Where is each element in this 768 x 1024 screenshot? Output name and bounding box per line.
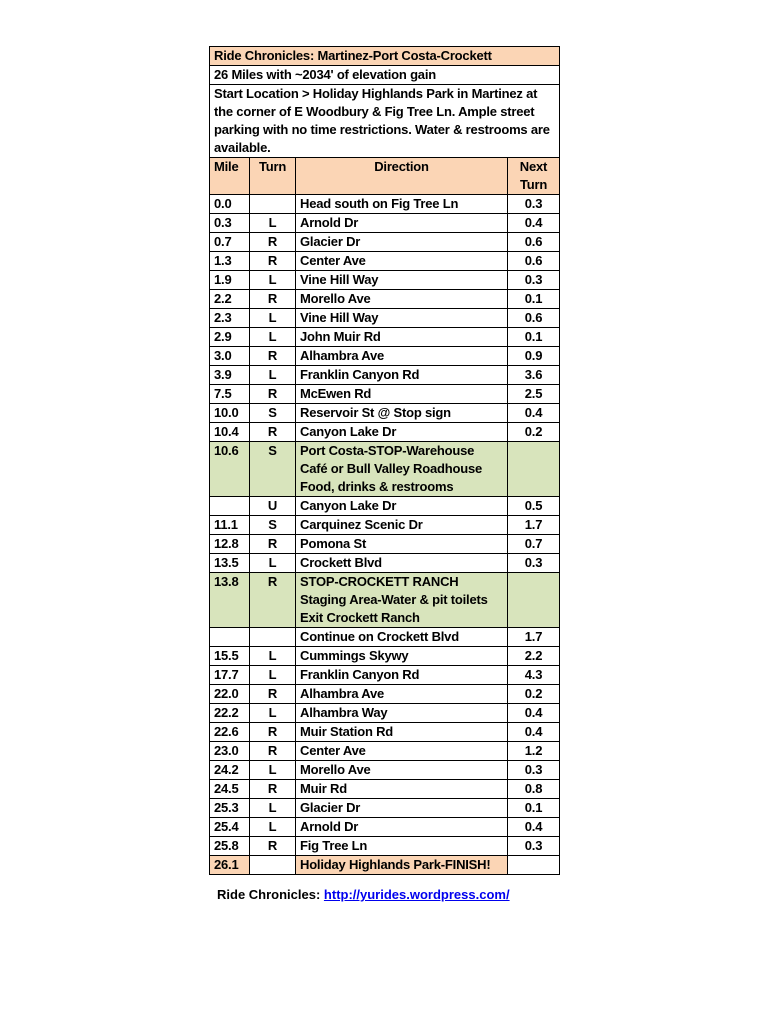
cue-direction-line: Food, drinks & restrooms bbox=[300, 479, 454, 494]
header-mile: Mile bbox=[210, 158, 250, 195]
cue-direction bbox=[296, 271, 508, 290]
footer-link[interactable]: http://yurides.wordpress.com/ bbox=[323, 887, 510, 902]
cue-turn: L bbox=[250, 366, 296, 385]
header-next-turn: Next Turn bbox=[508, 158, 560, 195]
cue-direction bbox=[296, 535, 508, 554]
column-header-row bbox=[210, 158, 560, 195]
cue-next-turn: 0.5 bbox=[508, 497, 560, 516]
cue-direction-line: Arnold Dr bbox=[300, 215, 359, 230]
cue-row bbox=[210, 704, 560, 723]
cue-direction-line: Arnold Dr bbox=[300, 819, 359, 834]
header-direction: Direction bbox=[296, 158, 508, 195]
cue-next-turn: 0.7 bbox=[508, 535, 560, 554]
cue-row bbox=[210, 290, 560, 309]
cue-direction bbox=[296, 818, 508, 837]
cue-direction bbox=[296, 685, 508, 704]
cue-mile: 0.7 bbox=[210, 233, 250, 252]
cue-direction-line: Continue on Crockett Blvd bbox=[300, 629, 459, 644]
cue-direction bbox=[296, 214, 508, 233]
cue-next-turn: 0.1 bbox=[508, 328, 560, 347]
cue-row bbox=[210, 385, 560, 404]
cue-turn: L bbox=[250, 761, 296, 780]
footer bbox=[217, 887, 510, 902]
cue-direction bbox=[296, 404, 508, 423]
cue-row bbox=[210, 309, 560, 328]
cue-direction-line: Glacier Dr bbox=[300, 234, 361, 249]
cue-direction bbox=[296, 195, 508, 214]
cue-row bbox=[210, 647, 560, 666]
cue-direction bbox=[296, 723, 508, 742]
cue-mile: 22.2 bbox=[210, 704, 250, 723]
header-turn: Turn bbox=[250, 158, 296, 195]
cue-row bbox=[210, 328, 560, 347]
cue-direction bbox=[296, 290, 508, 309]
cue-turn: R bbox=[250, 252, 296, 271]
cue-next-turn: 3.6 bbox=[508, 366, 560, 385]
footer-label: Ride Chronicles: bbox=[217, 887, 321, 902]
cue-next-turn: 0.4 bbox=[508, 818, 560, 837]
cue-mile: 0.0 bbox=[210, 195, 250, 214]
cue-mile: 25.8 bbox=[210, 837, 250, 856]
cue-row bbox=[210, 366, 560, 385]
cue-direction-line: Fig Tree Ln bbox=[300, 838, 368, 853]
cue-next-turn bbox=[508, 856, 560, 875]
cue-direction bbox=[296, 233, 508, 252]
cue-row bbox=[210, 723, 560, 742]
cue-mile: 3.0 bbox=[210, 347, 250, 366]
cue-direction bbox=[296, 799, 508, 818]
cue-direction-line: Muir Rd bbox=[300, 781, 347, 796]
cue-turn bbox=[250, 195, 296, 214]
cue-direction bbox=[296, 385, 508, 404]
cue-direction bbox=[296, 742, 508, 761]
cue-direction bbox=[296, 516, 508, 535]
cue-mile: 1.3 bbox=[210, 252, 250, 271]
cue-next-turn: 0.3 bbox=[508, 837, 560, 856]
cue-direction bbox=[296, 366, 508, 385]
cue-direction-line: John Muir Rd bbox=[300, 329, 381, 344]
cue-mile: 17.7 bbox=[210, 666, 250, 685]
cue-mile: 26.1 bbox=[210, 856, 250, 875]
cue-direction-line: Center Ave bbox=[300, 743, 366, 758]
cue-mile: 7.5 bbox=[210, 385, 250, 404]
cue-next-turn: 0.4 bbox=[508, 704, 560, 723]
cue-direction bbox=[296, 347, 508, 366]
cue-direction bbox=[296, 573, 508, 628]
cue-mile: 10.6 bbox=[210, 442, 250, 497]
cue-mile: 15.5 bbox=[210, 647, 250, 666]
cue-next-turn: 1.2 bbox=[508, 742, 560, 761]
cue-direction-line: Center Ave bbox=[300, 253, 366, 268]
cue-direction-line: Morello Ave bbox=[300, 762, 371, 777]
cue-direction bbox=[296, 856, 508, 875]
sheet-subtitle: 26 Miles with ~2034' of elevation gain bbox=[210, 66, 560, 85]
cue-direction-line: Alhambra Ave bbox=[300, 686, 385, 701]
cue-row bbox=[210, 742, 560, 761]
cue-row bbox=[210, 497, 560, 516]
cue-next-turn: 0.3 bbox=[508, 554, 560, 573]
cue-mile bbox=[210, 497, 250, 516]
cue-mile: 12.8 bbox=[210, 535, 250, 554]
cue-turn: L bbox=[250, 704, 296, 723]
cue-row bbox=[210, 271, 560, 290]
cue-turn: L bbox=[250, 818, 296, 837]
cue-turn: R bbox=[250, 742, 296, 761]
cue-mile: 22.0 bbox=[210, 685, 250, 704]
cue-next-turn: 0.6 bbox=[508, 233, 560, 252]
cue-next-turn: 0.4 bbox=[508, 723, 560, 742]
cue-row bbox=[210, 685, 560, 704]
cue-turn: R bbox=[250, 290, 296, 309]
cue-row bbox=[210, 535, 560, 554]
cue-turn: R bbox=[250, 723, 296, 742]
cue-mile: 0.3 bbox=[210, 214, 250, 233]
sheet-title: Ride Chronicles: Martinez-Port Costa-Crockett bbox=[210, 47, 560, 66]
cue-direction bbox=[296, 423, 508, 442]
cue-mile: 11.1 bbox=[210, 516, 250, 535]
cue-row bbox=[210, 628, 560, 647]
cue-next-turn: 0.8 bbox=[508, 780, 560, 799]
cue-mile: 24.5 bbox=[210, 780, 250, 799]
cue-direction-line: Cummings Skywy bbox=[300, 648, 409, 663]
cue-next-turn: 0.6 bbox=[508, 309, 560, 328]
cue-direction-line: STOP-CROCKETT RANCH bbox=[300, 574, 459, 589]
cue-turn: L bbox=[250, 328, 296, 347]
cue-direction bbox=[296, 628, 508, 647]
cue-row bbox=[210, 856, 560, 875]
cue-sheet bbox=[209, 46, 560, 875]
cue-next-turn: 0.9 bbox=[508, 347, 560, 366]
cue-mile: 10.4 bbox=[210, 423, 250, 442]
cue-turn: L bbox=[250, 647, 296, 666]
cue-turn: L bbox=[250, 666, 296, 685]
cue-mile: 24.2 bbox=[210, 761, 250, 780]
cue-direction-line: Crockett Blvd bbox=[300, 555, 382, 570]
cue-direction-line: Glacier Dr bbox=[300, 800, 361, 815]
cue-next-turn: 0.3 bbox=[508, 195, 560, 214]
cue-row bbox=[210, 214, 560, 233]
subtitle-row bbox=[210, 66, 560, 85]
cue-turn bbox=[250, 856, 296, 875]
cue-turn: R bbox=[250, 347, 296, 366]
cue-row bbox=[210, 442, 560, 497]
start-location-row bbox=[210, 85, 560, 158]
cue-direction-line: Morello Ave bbox=[300, 291, 371, 306]
cue-turn: R bbox=[250, 780, 296, 799]
cue-direction-line: Alhambra Way bbox=[300, 705, 388, 720]
cue-next-turn: 0.4 bbox=[508, 404, 560, 423]
cue-turn: R bbox=[250, 573, 296, 628]
cue-direction-line: Muir Station Rd bbox=[300, 724, 394, 739]
cue-row bbox=[210, 818, 560, 837]
cue-direction bbox=[296, 554, 508, 573]
cue-next-turn: 0.1 bbox=[508, 799, 560, 818]
cue-mile bbox=[210, 628, 250, 647]
cue-direction-line: Holiday Highlands Park-FINISH! bbox=[300, 857, 491, 872]
cue-direction bbox=[296, 780, 508, 799]
cue-turn: L bbox=[250, 271, 296, 290]
cue-next-turn: 0.1 bbox=[508, 290, 560, 309]
cue-turn: L bbox=[250, 214, 296, 233]
cue-mile: 22.6 bbox=[210, 723, 250, 742]
cue-direction-line: Franklin Canyon Rd bbox=[300, 667, 420, 682]
cue-direction bbox=[296, 666, 508, 685]
cue-next-turn: 2.2 bbox=[508, 647, 560, 666]
cue-next-turn: 0.2 bbox=[508, 423, 560, 442]
cue-turn: R bbox=[250, 233, 296, 252]
cue-direction-line: Alhambra Ave bbox=[300, 348, 385, 363]
start-location: Start Location > Holiday Highlands Park in Martinez at the corner of E Woodbury & Fig Tree Ln. Ample street parking with no time restrictions. Water & restrooms are available. bbox=[210, 85, 560, 158]
cue-direction-line: McEwen Rd bbox=[300, 386, 372, 401]
cue-direction-line: Canyon Lake Dr bbox=[300, 424, 397, 439]
cue-mile: 2.3 bbox=[210, 309, 250, 328]
cue-next-turn bbox=[508, 442, 560, 497]
cue-row bbox=[210, 423, 560, 442]
cue-mile: 25.3 bbox=[210, 799, 250, 818]
cue-direction bbox=[296, 309, 508, 328]
cue-direction bbox=[296, 837, 508, 856]
cue-row bbox=[210, 761, 560, 780]
cue-direction-line: Carquinez Scenic Dr bbox=[300, 517, 423, 532]
cue-direction bbox=[296, 497, 508, 516]
cue-next-turn: 0.4 bbox=[508, 214, 560, 233]
cue-row bbox=[210, 554, 560, 573]
cue-turn: R bbox=[250, 837, 296, 856]
cue-direction-line: Port Costa-STOP-Warehouse bbox=[300, 443, 475, 458]
cue-next-turn: 1.7 bbox=[508, 628, 560, 647]
cue-next-turn: 4.3 bbox=[508, 666, 560, 685]
cue-turn: S bbox=[250, 404, 296, 423]
cue-direction bbox=[296, 761, 508, 780]
cue-mile: 2.9 bbox=[210, 328, 250, 347]
cue-mile: 13.5 bbox=[210, 554, 250, 573]
cue-turn: S bbox=[250, 516, 296, 535]
cue-turn: U bbox=[250, 497, 296, 516]
cue-mile: 13.8 bbox=[210, 573, 250, 628]
cue-row bbox=[210, 347, 560, 366]
cue-turn: R bbox=[250, 685, 296, 704]
cue-next-turn: 0.6 bbox=[508, 252, 560, 271]
cue-next-turn bbox=[508, 573, 560, 628]
cue-direction-line: Head south on Fig Tree Ln bbox=[300, 196, 459, 211]
cue-mile: 1.9 bbox=[210, 271, 250, 290]
cue-next-turn: 0.2 bbox=[508, 685, 560, 704]
cue-direction-line: Vine Hill Way bbox=[300, 310, 379, 325]
cue-row bbox=[210, 516, 560, 535]
cue-direction-line: Pomona St bbox=[300, 536, 367, 551]
cue-direction-line: Staging Area-Water & pit toilets bbox=[300, 592, 488, 607]
cue-table bbox=[209, 46, 560, 875]
cue-row bbox=[210, 252, 560, 271]
cue-direction bbox=[296, 328, 508, 347]
cue-row bbox=[210, 573, 560, 628]
cue-row bbox=[210, 780, 560, 799]
cue-row bbox=[210, 195, 560, 214]
cue-mile: 10.0 bbox=[210, 404, 250, 423]
cue-row bbox=[210, 233, 560, 252]
cue-direction bbox=[296, 704, 508, 723]
cue-direction-line: Franklin Canyon Rd bbox=[300, 367, 420, 382]
cue-direction bbox=[296, 442, 508, 497]
cue-next-turn: 1.7 bbox=[508, 516, 560, 535]
cue-next-turn: 2.5 bbox=[508, 385, 560, 404]
cue-turn: S bbox=[250, 442, 296, 497]
cue-mile: 23.0 bbox=[210, 742, 250, 761]
cue-next-turn: 0.3 bbox=[508, 271, 560, 290]
cue-direction bbox=[296, 252, 508, 271]
cue-row bbox=[210, 404, 560, 423]
title-row bbox=[210, 47, 560, 66]
cue-row bbox=[210, 666, 560, 685]
cue-mile: 25.4 bbox=[210, 818, 250, 837]
cue-direction-line: Reservoir St @ Stop sign bbox=[300, 405, 451, 420]
cue-direction-line: Vine Hill Way bbox=[300, 272, 379, 287]
cue-mile: 3.9 bbox=[210, 366, 250, 385]
cue-next-turn: 0.3 bbox=[508, 761, 560, 780]
cue-turn bbox=[250, 628, 296, 647]
cue-turn: L bbox=[250, 309, 296, 328]
cue-row bbox=[210, 837, 560, 856]
cue-turn: L bbox=[250, 554, 296, 573]
cue-direction bbox=[296, 647, 508, 666]
cue-direction-line: Exit Crockett Ranch bbox=[300, 610, 420, 625]
cue-direction-line: Café or Bull Valley Roadhouse bbox=[300, 461, 483, 476]
cue-turn: R bbox=[250, 423, 296, 442]
cue-turn: L bbox=[250, 799, 296, 818]
cue-row bbox=[210, 799, 560, 818]
cue-turn: R bbox=[250, 385, 296, 404]
cue-turn: R bbox=[250, 535, 296, 554]
cue-direction-line: Canyon Lake Dr bbox=[300, 498, 397, 513]
cue-mile: 2.2 bbox=[210, 290, 250, 309]
